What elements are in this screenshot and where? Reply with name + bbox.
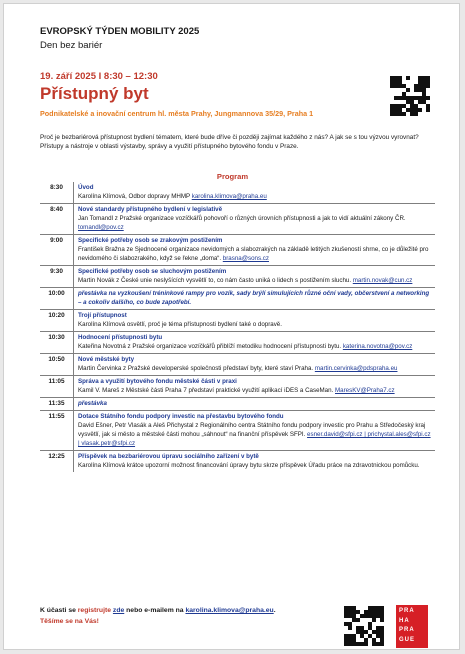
session-description: [78, 386, 432, 395]
session-text: Kateřina Novotná z Pražské organizace vozíčkářů přiblíží metodiku hodnocení přístupnosti bytu.: [78, 343, 343, 350]
logo-line: PRA: [399, 627, 415, 633]
session-title: Nové městské byty: [78, 356, 135, 363]
program-cell: [73, 204, 435, 234]
session-description: [78, 245, 432, 263]
registration-word: registrujte: [77, 607, 112, 614]
session-description: [78, 461, 432, 470]
closing-note: Těšíme se na Vás!: [40, 618, 99, 625]
program-row: [40, 309, 435, 331]
session-title: Specifické potřeby osob se sluchovým postižením: [78, 268, 227, 275]
session-text: David Ešner, Petr Vlasák a Aleš Přichystal z Regionálního centra Státního fondu podpory investic pro Prahu a Středočeský kraj vysvětlí, jak si město a městské části mohou „sáhnout“ na finanční příspěvek SFPI.: [78, 422, 426, 438]
program-heading: Program: [216, 172, 249, 181]
program-time: 10:50: [48, 356, 65, 363]
program-time: 8:40: [50, 206, 63, 213]
session-text: Martin Červinka z Pražské developerské společnosti představí byty, které staví Praha.: [78, 365, 315, 372]
program-row: [40, 265, 435, 287]
session-description: [78, 342, 432, 351]
speaker-email-link[interactable]: martin.cervinka@pdspraha.eu: [314, 365, 398, 372]
session-text: Karolína Klímová osvětlí, proč je téma přístupnosti bydlení také o dopravě.: [78, 321, 282, 328]
program-cell: [73, 411, 435, 450]
program-row: [40, 331, 435, 353]
session-description: [78, 276, 432, 285]
program-time: 12:25: [48, 453, 65, 460]
program-time: 9:00: [50, 237, 63, 244]
speaker-email-link[interactable]: brasna@sons.cz: [222, 255, 269, 262]
event-series-subtitle: Den bez bariér: [40, 40, 103, 51]
prague-logo: [396, 605, 428, 648]
program-row: [40, 397, 435, 410]
intro-paragraph: Proč je bezbariérová přístupnost bydlení tématem, které bude dříve či později zajímat každého z nás? A jak se s tou výzvou vyrovnat? Přístupy a nástroje v oblasti výstavby, správy a využití přístupného bytového fondu v Praze.: [40, 134, 419, 151]
program-cell: [73, 398, 435, 410]
break-description: přestávka na vyzkoušení tréninkové rampy pro vozík, sady brýlí simulujících různé oční vady, občerstvení a networking – a cokoliv dalšího, co bude zapotřebí.: [78, 290, 430, 306]
registration-note: [40, 607, 276, 614]
program-cell: [73, 310, 435, 331]
contact-email-link[interactable]: karolina.klimova@praha.eu: [185, 607, 274, 614]
session-description: [78, 192, 432, 201]
program-row: [40, 410, 435, 450]
program-cell: [73, 235, 435, 265]
session-title: Správa a využití bytového fondu městské části v praxi: [78, 378, 237, 385]
program-row: [40, 182, 435, 203]
program-time: 10:20: [48, 312, 65, 319]
program-time: 10:30: [48, 334, 65, 341]
session-description: [78, 421, 432, 448]
registration-text-4: .: [273, 607, 276, 614]
program-cell: [73, 266, 435, 287]
session-text: Martin Novák z České unie neslyšících vysvětlí to, co nám často uniká o lidech s postižením sluchu.: [78, 277, 353, 284]
program-time: 10:00: [48, 290, 65, 297]
event-date: 19. září 2025 I 8:30 – 12:30: [40, 71, 158, 82]
session-title: Specifické potřeby osob se zrakovým postižením: [78, 237, 223, 244]
page-title: Přístupný byt: [40, 84, 149, 103]
session-text: Karolína Klímová krátce upozorní možnost financování úpravy bytu skrze příspěvek Úřadu práce na zdravotnickou pomůcku.: [78, 462, 420, 469]
program-time: 11:35: [48, 400, 65, 407]
program-table: [40, 182, 435, 472]
logo-line: GUE: [399, 636, 416, 643]
speaker-email-link[interactable]: karolina.klimova@praha.eu: [191, 193, 267, 200]
registration-text-1: K účasti se: [40, 607, 78, 614]
program-row: [40, 353, 435, 375]
event-venue: Podnikatelské a inovační centrum hl. města Prahy, Jungmannova 35/29, Praha 1: [40, 109, 314, 118]
session-text: Karolína Klímová, Odbor dopravy MHMP: [78, 193, 192, 200]
qr-code-icon[interactable]: [390, 76, 430, 116]
program-cell: [73, 354, 435, 375]
qr-code-icon[interactable]: [344, 606, 384, 646]
session-description: [78, 364, 432, 373]
session-text: František Bražna ze Sjednocené organizace nevidomých a slabozrakých na základě letitých zkušeností shrne, co je důležité pro nevidomého či slabozrakého, když se řekne „doma“.: [78, 246, 429, 262]
program-time: 11:05: [48, 378, 65, 385]
program-row: [40, 450, 435, 472]
session-text: Jan Tomandl z Pražské organizace vozíčkářů pohovoří o různých úrovních přístupnosti a jak to vidí aktuální zákony ČR.: [78, 215, 406, 222]
registration-link[interactable]: zde: [112, 607, 125, 614]
program-time: 8:30: [50, 184, 63, 191]
program-row: [40, 203, 435, 234]
program-cell: [73, 288, 435, 309]
program-cell: [73, 376, 435, 397]
logo-line: HA: [399, 617, 410, 624]
break-title: přestávka: [78, 400, 107, 407]
logo-line: PRA: [399, 608, 415, 614]
program-cell: [73, 332, 435, 353]
program-row: [40, 287, 435, 309]
program-time: 11:55: [48, 413, 65, 420]
session-description: [78, 320, 432, 329]
session-title: Nové standardy přístupného bydlení v legislativě: [78, 206, 223, 213]
session-text: Kamil V. Mareš z Městské části Praha 7 představí praktické využití aplikací iDES a CaseMan.: [78, 387, 335, 394]
speaker-email-link[interactable]: tomandl@pov.cz: [78, 224, 124, 231]
session-title: Hodnocení přístupnosti bytu: [78, 334, 163, 341]
document-page: [3, 3, 460, 650]
speaker-email-link[interactable]: katerina.novotna@pov.cz: [342, 343, 413, 350]
program-cell: [73, 451, 435, 472]
session-title: Příspěvek na bezbariérovou úpravu sociálního zařízení v bytě: [78, 453, 259, 460]
session-description: [78, 214, 432, 232]
session-title: Úvod: [78, 184, 94, 191]
program-time: 9:30: [50, 268, 63, 275]
event-series-title: EVROPSKÝ TÝDEN MOBILITY 2025: [40, 26, 200, 37]
program-row: [40, 234, 435, 265]
session-title: Dotace Státního fondu podpory investic na přestavbu bytového fondu: [78, 413, 284, 420]
speaker-email-link[interactable]: esner.david@sfpi.cz | prichystal.ales@sfpi.cz | vlasak.petr@sfpi.cz: [78, 431, 431, 447]
speaker-email-link[interactable]: MaresKV@Praha7.cz: [335, 387, 395, 394]
registration-text-3: nebo e-mailem na: [124, 607, 186, 614]
program-row: [40, 375, 435, 397]
speaker-email-link[interactable]: martin.novak@cun.cz: [352, 277, 413, 284]
program-cell: [73, 182, 435, 203]
session-title: Trojí přístupnost: [78, 312, 127, 319]
